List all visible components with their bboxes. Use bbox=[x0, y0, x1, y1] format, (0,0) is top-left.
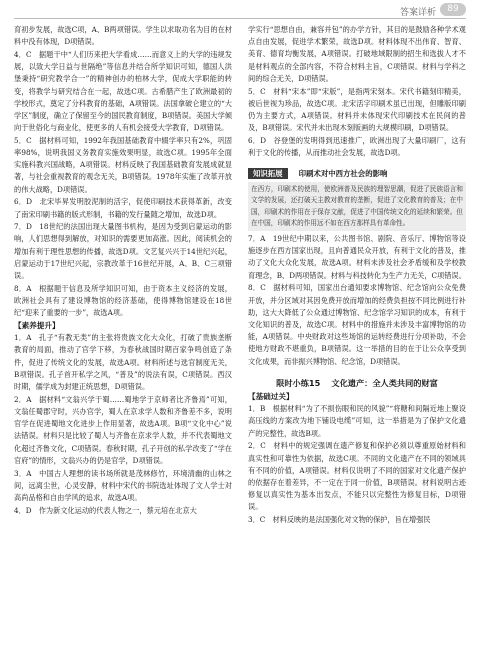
paragraph: 育初步发展，故选C项，A、B两项错误。学生以求取功名为目的在材料中没有体现，D项错误。 bbox=[14, 25, 232, 47]
answer-item: 1．B 根据材料“为了不损伤眼和民的风貌”“将糖和间隔近地上聚设高压线的方案改为地下铺设电缆”可知，这一举措是为了保护文化遗产的完整性，故选B项。 bbox=[248, 404, 466, 438]
answer-item: 4．C 据题干中“人们历来把大学看成……而意义上的大学的违规发展，以致大学日益与世隔绝”等信息并结合所学知识可知，德国人洪堡秉持“研究教学合一”的精神创办的柏林大学，促成大学职能的转变，将教学与研究结合在一起，故选C项。古希腊产生了欧洲最初的学校形式，奠定了分科教育的基础，A项错误。法国拿破仑建立的“大学区”制度，确立了保留至今的国民教育制度，B项错误。美国大学倾向于世俗化与商业化，使更多的人有机会接受大学教育，D项错误。 bbox=[14, 49, 232, 133]
answer-item: 4．D 作为新文化运动的代表人物之一，蔡元培在北京大 bbox=[14, 505, 197, 515]
right-column bbox=[248, 24, 466, 664]
answer-item: 1．A 孔子“有教无类”的主张将贵族文化大众化，打破了贵族垄断教育的局面，推动了官学下移，为春秋战国时期百家争鸣创造了条件，促进了传统文化的发展，故选A项。材料所述与选官制度无关，B项错误。孔子首开私学之风，“普及”的说法有误，C项错误。西汉时期，儒学成为封建正统思想，D项错误。 bbox=[14, 333, 232, 392]
left-column bbox=[14, 24, 232, 664]
answer-item: 6．D 谷登堡的发明得到迅速推广，欧洲出现了大量印刷厂，这有利于文化的传播，从而推动社会发展，故选D项。 bbox=[248, 135, 466, 158]
answer-item: 2．C 材料中的规定强调在遗产修复和保护必须以尊重原始材料和真实性和可靠性为依据，故选C项。不同的文化遗产在不同的领域具有不同的价值，A项错误。材料仅说明了不同的国家对文化遗产保护的依据存在着差异，不一定在于同一价值，B项错误。材料说明古迹修复以真实性为基本出发点，不能只以完整性为修复目标，D项错误。 bbox=[248, 441, 466, 512]
answer-item: 7．D 18世纪的法国出现大量图书机构，是因为受到启蒙运动的影响，人们思想得到解放，对知识的需要更加高涨。因此，阅读机会的增加有利于理性思想的传播，故选D项。文艺复兴兴于14世纪兴起，启蒙运动于17世纪兴起，宗教改革于16世纪开展，A、B、C三项错误。 bbox=[14, 222, 232, 281]
knowledge-box-body: 在西方，印刷术的使用，使欧洲普及民族的理智思潮，促进了民族语言和文学的发展，还打破天主教对教育的垄断，促进了文化教育的普及；在中国，印刷术的作用在于保存文献，促进了中国传统文化的延续和繁荣。但在中国，印刷术的作用远不如在西方那样具有革命性。 bbox=[248, 182, 466, 231]
knowledge-box-heading: 印刷术对中西方社会的影响 bbox=[298, 169, 388, 179]
knowledge-box-tag: 知识拓展 bbox=[248, 168, 288, 179]
answer-item: 8．A 根据题干信息及所学知识可知，由于资本主义经济的发展，欧洲社会具有了建设博物馆的经济基础，使得博物馆建设在18世纪“迎来了重要的一步”，故选A项。 bbox=[14, 283, 232, 318]
page-number: 89 bbox=[440, 3, 466, 16]
answer-item: 5．C 材料“宋本”即“宋版”，是指两宋刻本。宋代书籍刻印精美，被后世视为珍品，故选C项。北宋活字印刷术虽已出现，但雕版印刷仍为主要方式，A项错误。材料并未体现宋代印刷技术在民间的普及，B项错误。宋代并未出现木刻版画的大规模印刷，D项错误。 bbox=[248, 86, 466, 133]
page-header bbox=[0, 0, 480, 22]
answer-item: 2．A 据材料“文翁兴学于蜀……蜀地学于京师者比齐鲁焉”可知，文翁任蜀郡守时，兴办官学，蜀人在京求学人数和齐鲁差不多，说明官学在促进蜀地文化进步上作用显著，故选A项。B项“文化中心”说法错误。材料只是比较了蜀人与齐鲁在京求学人数，并不代表蜀地文化超过齐鲁文化，C项错误。春秋时期，孔子开创的私学改变了“学在官府”的情形，文翁兴办的仍是官学，D项错误。 bbox=[14, 394, 232, 465]
answer-item: 5．C 据材料可知，1992年我国基础教育中辍学率只有2%，巩固率98%，说明我国义务教育实施效果明显，故选C项。1995年全面实施科教兴国战略，A项错误。材料反映了我国基础教育发展成就显著，与社会重视教育的观念无关，B项错误。1978年实施了改革开放的伟大战略，D项错误。 bbox=[14, 135, 232, 194]
section-heading: 【素养提升】 bbox=[14, 320, 60, 330]
knowledge-box bbox=[248, 161, 466, 231]
drill-title-block bbox=[248, 371, 466, 390]
paragraph: 学实行“思想自由，兼容并包”的办学方针，其目的是鼓励各种学术观点自由发展，促进学术繁荣，故选D项。材料体现不出伟育、智育、美育、德育均衡发展，A项错误。打破地域限制的招生和选拔人才不是材料观点的全部内容，不符合材料主旨，C项错误。材料与学科之间的综合无关，D项错误。 bbox=[248, 25, 466, 83]
header-label: 答案详析 bbox=[399, 8, 436, 18]
section-heading: 【基础过关】 bbox=[248, 391, 294, 401]
answer-item: 6．D 北宋毕昇发明胶泥制的活字，促使印刷技术获得革新，改变了南宋印刷书籍的版式形制，书籍的发行量随之增加，故选D项。 bbox=[14, 197, 232, 219]
header-rule bbox=[14, 18, 466, 19]
answer-item: 3．C 材料反映的是法国强化对文物的保护，旨在增强民 bbox=[248, 515, 431, 525]
answer-item: 3．A 中国古人理想的读书场所就是茂林修竹，环境清幽的山林之间，远离尘世，心灵安静，材料中宋代的书院选址体现了文人学士对高尚品格和自由学风的追求，故选A项。 bbox=[14, 468, 232, 502]
answer-item: 8．C 据材料可知，国家出台通知要求博物馆、纪念馆向公众免费开放，并分区域对其因免费开放而增加的经费负担按不同比例进行补助，这大大降低了公众通过博物馆、纪念馆学习知识的成本，有利于文化知识的普及，故选C项。材料中的措施并未涉及丰富博物馆的功能，A项错误。中央财政对这些场馆的运转经费进行分项补助，不会使地方财政不堪重负，B项错误。这一举措的目的在于让公众享受到文化成果，而非振兴博物馆、纪念馆，D项错误。 bbox=[248, 283, 466, 366]
drill-label: 限时小练15 bbox=[276, 377, 321, 388]
answer-item: 7．A 19世纪中期以来，公共图书馆、剧院、音乐厅、博物馆等设施逐步在西方国家出现，且向普通民众开放，有利于文化的普及，推动了文化大众化发展，故选A项。材料未涉及社会矛盾缓和及学校教育理念，B、D两项错误。材料与科技转化为生产力无关，C项错误。 bbox=[248, 234, 466, 280]
drill-title: 文化遗产：全人类共同的财富 bbox=[331, 377, 438, 388]
